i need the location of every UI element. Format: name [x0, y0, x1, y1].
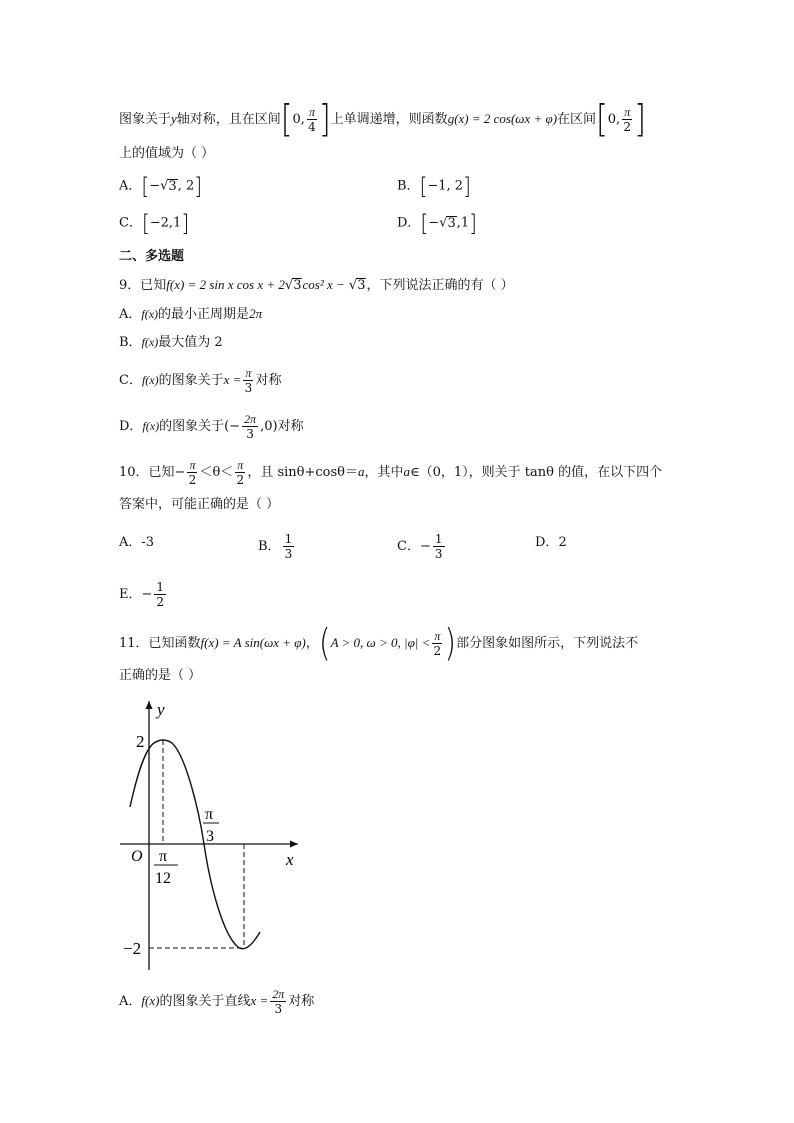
- option-text: 对称: [277, 419, 304, 434]
- option-value: ,1: [456, 215, 470, 231]
- option-text: 的图象关于: [159, 419, 225, 434]
- left-bracket: [: [141, 209, 150, 237]
- right-bracket: ]: [318, 97, 331, 141]
- minus-sign: −: [141, 587, 153, 602]
- q8-stem-line1: [119, 97, 646, 141]
- option-label: B．: [258, 539, 281, 554]
- f-expression: cos² x −: [302, 277, 345, 292]
- right-bracket: ]: [194, 172, 203, 200]
- pi-over-2: [235, 459, 245, 486]
- one-third: [283, 533, 295, 560]
- q11-stem: 11．已知函数f(x) = A sin(ωx + φ)，(A > 0, ω > 0, |φ| < $\frac{\pi}{2}$ )部分图象如图所示，下列说法不: [119, 621, 639, 665]
- denominator: 2: [236, 473, 245, 487]
- q10-option-a: [119, 533, 154, 553]
- fx: f(x): [141, 993, 160, 1008]
- q10-text: ，其中: [364, 465, 404, 480]
- q10-option-c: [397, 533, 447, 560]
- q8-option-c: [119, 209, 190, 237]
- x-equals: x =: [250, 993, 269, 1008]
- q8-option-a: A．[−√3, 2]: [119, 172, 203, 200]
- min-value-label: −2: [123, 939, 142, 958]
- q10-option-d: [535, 533, 567, 553]
- origin-label: O: [131, 848, 143, 865]
- one-third: [433, 533, 445, 560]
- q8-stem-line2: 上的值域为（ ）: [119, 146, 215, 161]
- fx: f(x): [141, 307, 159, 321]
- option-label: D．: [397, 215, 421, 231]
- left-bracket: [: [596, 97, 608, 141]
- option-value: , 2: [177, 178, 195, 194]
- section-title: 二、多选题: [119, 249, 185, 264]
- q10-text: ∈（0，1），则关于 tanθ 的值，在以下四个: [410, 465, 663, 480]
- numerator: 1: [156, 580, 165, 594]
- numerator: π: [189, 458, 196, 472]
- option-text: 的图象关于直线: [159, 994, 251, 1009]
- option-text: 的图象关于: [158, 373, 224, 388]
- interval-start: 0,: [292, 112, 305, 127]
- pi3-denominator: 3: [206, 828, 214, 845]
- denominator: 2: [188, 473, 197, 487]
- q9-option-c: [119, 367, 281, 394]
- right-bracket: ]: [463, 172, 471, 200]
- two-pi-over-3: [242, 413, 258, 440]
- left-bracket: [: [280, 97, 293, 141]
- option-label: B．: [397, 178, 420, 194]
- paren: (−: [224, 419, 241, 434]
- condition: A > 0, ω > 0, |φ| <: [330, 635, 431, 650]
- q11-text: 部分图象如图所示，下列说法不: [456, 636, 639, 651]
- two-pi-over-3: [270, 988, 286, 1015]
- sqrt-radicand: 3: [447, 215, 456, 231]
- numerator: π: [624, 105, 631, 119]
- q8-text: 图象关于: [119, 112, 172, 127]
- left-paren: (: [318, 621, 331, 665]
- fx: f(x): [141, 335, 159, 349]
- minus-sign: −: [428, 215, 440, 231]
- q8-text: 在区间: [557, 112, 597, 127]
- right-bracket: ]: [181, 209, 190, 237]
- option-value: −1, 2: [427, 178, 464, 194]
- option-text: 对称: [255, 373, 282, 388]
- x-equals: x =: [223, 372, 242, 387]
- minus-sign: −: [174, 465, 186, 480]
- pi-over-4: [307, 106, 317, 133]
- pi-over-2: [622, 106, 632, 133]
- minus-sign: −: [149, 178, 161, 194]
- right-bracket: ]: [469, 209, 477, 237]
- max-value-label: 2: [136, 732, 145, 751]
- numerator: π: [434, 629, 441, 643]
- numerator: 1: [284, 532, 293, 546]
- q11-stem-line2: 正确的是（ ）: [119, 668, 202, 683]
- denominator: 3: [274, 1002, 283, 1016]
- sqrt-radicand: 3: [293, 278, 302, 293]
- y-axis-label: y: [157, 700, 165, 719]
- option-text: 对称: [288, 994, 315, 1009]
- q10-option-b: [258, 533, 296, 560]
- right-bracket: ]: [634, 97, 646, 141]
- q8-text: 上单调递增，则函数: [330, 112, 448, 127]
- q9-option-a: [119, 304, 262, 325]
- pi3-numerator: π: [205, 806, 214, 823]
- pi-over-2: [432, 630, 442, 657]
- option-text: 的最小正周期是: [158, 307, 250, 322]
- option-label: C．: [119, 215, 142, 231]
- a-variable: a: [357, 464, 365, 479]
- pi-over-2: [187, 459, 197, 486]
- option-text: 最大值为 2: [158, 335, 223, 350]
- minus-sign: −: [419, 539, 431, 554]
- one-half: [154, 581, 166, 608]
- denominator: 3: [244, 381, 253, 395]
- option-label: A．: [119, 178, 142, 194]
- fx: f(x): [142, 419, 160, 433]
- numerator: π: [245, 366, 252, 380]
- pi-over-3: [243, 367, 253, 394]
- option-value: 2π: [249, 306, 263, 321]
- f-expression: f(x) = A sin(ωx + φ): [200, 635, 306, 650]
- denominator: 2: [156, 595, 165, 609]
- option-label: E．: [119, 587, 142, 602]
- inequality: ＜θ＜: [199, 465, 234, 480]
- sqrt-radicand: 3: [168, 178, 177, 194]
- option-label: A．: [119, 535, 142, 550]
- q9-stem: 9．已知f(x) = 2 sin x cos x + 2√3cos² x − √3，下列说法正确的有（ ）: [119, 277, 514, 293]
- option-label: B．: [119, 335, 142, 350]
- q9-option-b: [119, 332, 223, 353]
- q9-text: ，下列说法正确的有（ ）: [366, 278, 514, 293]
- q10-stem-line2: 答案中，可能正确的是（ ）: [119, 497, 280, 512]
- y-variable: y: [171, 111, 177, 126]
- option-label: C．: [119, 373, 142, 388]
- q11-option-a: [119, 988, 314, 1015]
- option-label: C．: [397, 539, 420, 554]
- interval-start: 0,: [607, 112, 621, 127]
- a-variable: a: [403, 464, 410, 479]
- pi12-denominator: 12: [155, 870, 171, 887]
- g-expression: g(x) = 2 cos(ωx + φ): [447, 111, 558, 126]
- sine-graph: [110, 695, 310, 975]
- q8-text: 轴对称，且在区间: [176, 112, 281, 127]
- numerator: 2π: [272, 987, 285, 1001]
- q10-text: ，且 sinθ+cosθ＝: [247, 465, 358, 480]
- question-number: 10．已知: [119, 465, 175, 480]
- option-label: A．: [119, 307, 142, 322]
- option-value: 2: [558, 535, 567, 550]
- question-number: 11．已知函数: [119, 636, 201, 651]
- q10-stem: [119, 459, 662, 486]
- numerator: 2π: [244, 412, 257, 426]
- option-label: A．: [119, 994, 142, 1009]
- paren: ,0): [260, 419, 278, 434]
- option-value: -3: [141, 535, 155, 550]
- option-label: D．: [119, 419, 143, 434]
- denominator: 4: [308, 120, 316, 134]
- left-bracket: [: [420, 209, 429, 237]
- question-number: 9．已知: [119, 278, 167, 293]
- sqrt-radicand: 3: [357, 278, 366, 293]
- denominator: 3: [434, 547, 443, 561]
- numerator: π: [308, 105, 315, 119]
- fx: f(x): [141, 373, 159, 387]
- q9-option-d: [119, 413, 304, 440]
- x-axis-label: x: [286, 850, 294, 869]
- option-label: D．: [535, 535, 559, 550]
- q8-option-d: D．[−√3,1]: [397, 209, 477, 237]
- left-bracket: [: [419, 172, 428, 200]
- f-expression: f(x) = 2 sin x cos x + 2: [166, 277, 285, 292]
- pi12-numerator: π: [159, 848, 168, 865]
- q8-option-b: [397, 172, 471, 200]
- numerator: π: [237, 458, 244, 472]
- denominator: 3: [284, 547, 293, 561]
- q10-option-e: [119, 581, 168, 608]
- right-paren: ): [444, 621, 457, 665]
- denominator: 2: [433, 644, 442, 658]
- denominator: 2: [623, 120, 632, 134]
- denominator: 3: [246, 427, 254, 441]
- left-bracket: [: [141, 172, 150, 200]
- numerator: 1: [434, 532, 443, 546]
- option-value: −2,1: [149, 215, 182, 231]
